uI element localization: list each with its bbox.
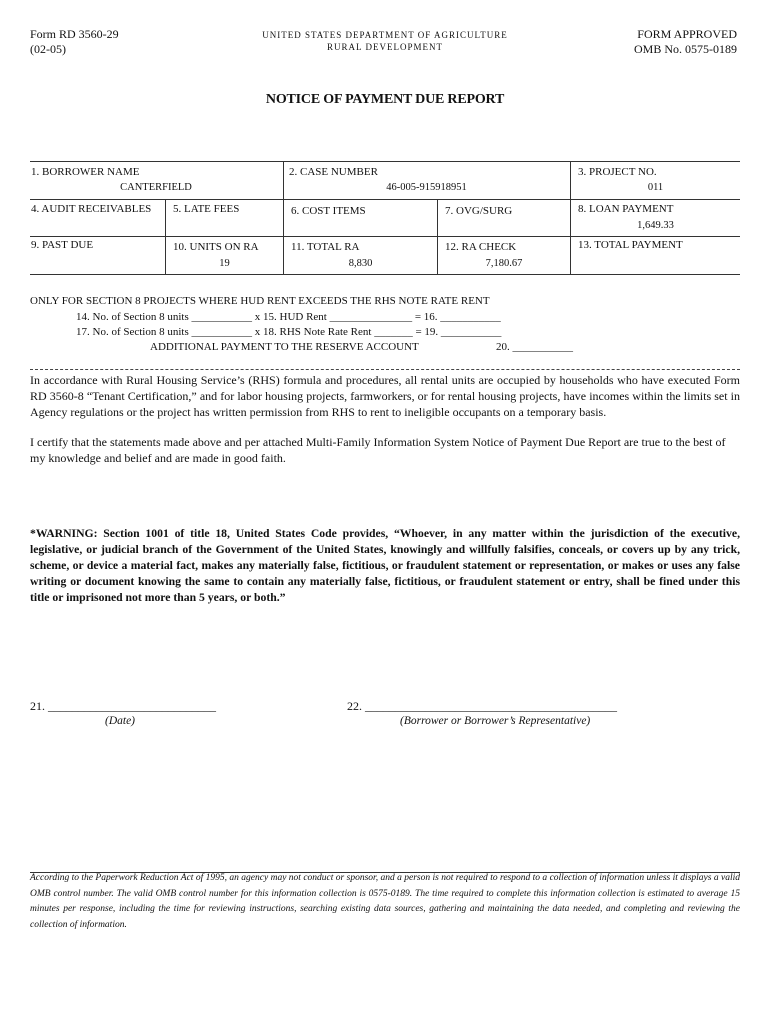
- units-on-ra-label: 10. UNITS ON RA: [173, 241, 259, 253]
- form-date: (02-05): [30, 42, 66, 56]
- section8-line2[interactable]: 17. No. of Section 8 units ___________ x 18. RHS Note Rate Rent _______ = 19. ___________: [76, 326, 502, 338]
- rhs-formula-paragraph: In accordance with Rural Housing Service’s (RHS) formula and procedures, all rental units are occupied by households who have executed Form RD 3560-8 “Tenant Certification,” and for labor housing projects, farmworkers, or for rental housing projects, have incomes within the limits set in Agency regulations or the project has written permission from RHS to rent to ineligible occupants on a temporary basis.: [30, 373, 740, 419]
- late-fees-label: 5. LATE FEES: [173, 203, 240, 215]
- section8-line1[interactable]: 14. No. of Section 8 units ___________ x 15. HUD Rent _______________ = 16. ___________: [76, 311, 501, 323]
- borrower-signature-line[interactable]: 22. __________________________________________: [347, 699, 617, 713]
- form-approved: FORM APPROVED: [637, 27, 737, 41]
- case-number-label: 2. CASE NUMBER: [289, 166, 378, 178]
- cost-items-label: 6. COST ITEMS: [291, 205, 366, 217]
- total-ra-value[interactable]: 8,830: [348, 258, 373, 269]
- agency-line2: RURAL DEVELOPMENT: [327, 42, 443, 52]
- past-due-label: 9. PAST DUE: [31, 239, 94, 251]
- warning-paragraph: *WARNING: Section 1001 of title 18, United States Code provides, “Whoever, in any matter within the jurisdiction of the executive, legislative, or judicial branch of the Government of the United States, knowingly and willfully falsifies, conceals, or covers up by any trick, scheme, or device a material fact, makes any materially false, fictitious, or fraudulent statement or representation, or makes or uses any false writing or document knowing the same to contain any materially false, fictitious, or fraudulent statement or entry, shall be fined under this title or imprisoned not more than 5 years, or both.”: [30, 527, 740, 604]
- case-number-value[interactable]: 46-005-915918951: [386, 182, 467, 193]
- units-on-ra-value[interactable]: 19: [219, 258, 230, 269]
- ovg-surg-label: 7. OVG/SURG: [445, 205, 513, 217]
- page-title: NOTICE OF PAYMENT DUE REPORT: [265, 92, 505, 107]
- paperwork-reduction-notice: According to the Paperwork Reduction Act of 1995, an agency may not conduct or sponsor, and a person is not required to respond to a collection of information unless it displays a valid OMB control number. The valid OMB control number for this information collection is 0575-0189. The time required to complete this information collection is estimated to average 15 minutes per response, including the time for reviewing instructions, searching existing data sources, gathering and maintaining the data needed, and completing and reviewing the collection of information.: [30, 873, 740, 930]
- certification-paragraph: I certify that the statements made above and per attached Multi-Family Information System Notice of Payment Due Report are true to the best of my knowledge and belief and are made in good faith.: [30, 435, 726, 465]
- agency-line1: UNITED STATES DEPARTMENT OF AGRICULTURE: [262, 30, 508, 40]
- total-ra-label: 11. TOTAL RA: [291, 241, 360, 253]
- borrower-name-value[interactable]: CANTERFIELD: [120, 182, 192, 193]
- borrower-caption: (Borrower or Borrower’s Representative): [400, 715, 591, 727]
- date-caption: (Date): [105, 715, 136, 727]
- date-signature-line[interactable]: 21. ____________________________: [30, 699, 216, 713]
- loan-payment-value[interactable]: 1,649.33: [637, 220, 674, 231]
- total-payment-label: 13. TOTAL PAYMENT: [578, 239, 683, 251]
- project-no-value[interactable]: 011: [647, 182, 664, 193]
- borrower-name-label: 1. BORROWER NAME: [31, 166, 140, 178]
- ra-check-value[interactable]: 7,180.67: [485, 258, 523, 269]
- audit-receivables-label: 4. AUDIT RECEIVABLES: [31, 203, 152, 215]
- section8-heading: ONLY FOR SECTION 8 PROJECTS WHERE HUD RENT EXCEEDS THE RHS NOTE RATE RENT: [30, 295, 490, 307]
- reserve-account-label: ADDITIONAL PAYMENT TO THE RESERVE ACCOUNT: [150, 341, 419, 353]
- loan-payment-label: 8. LOAN PAYMENT: [578, 203, 674, 215]
- section-divider: [30, 369, 740, 370]
- form-number: Form RD 3560-29: [30, 27, 119, 41]
- omb-number: OMB No. 0575-0189: [633, 42, 737, 56]
- reserve-account-field[interactable]: 20. ___________: [496, 341, 573, 353]
- project-no-label: 3. PROJECT NO.: [578, 166, 657, 178]
- ra-check-label: 12. RA CHECK: [445, 241, 517, 253]
